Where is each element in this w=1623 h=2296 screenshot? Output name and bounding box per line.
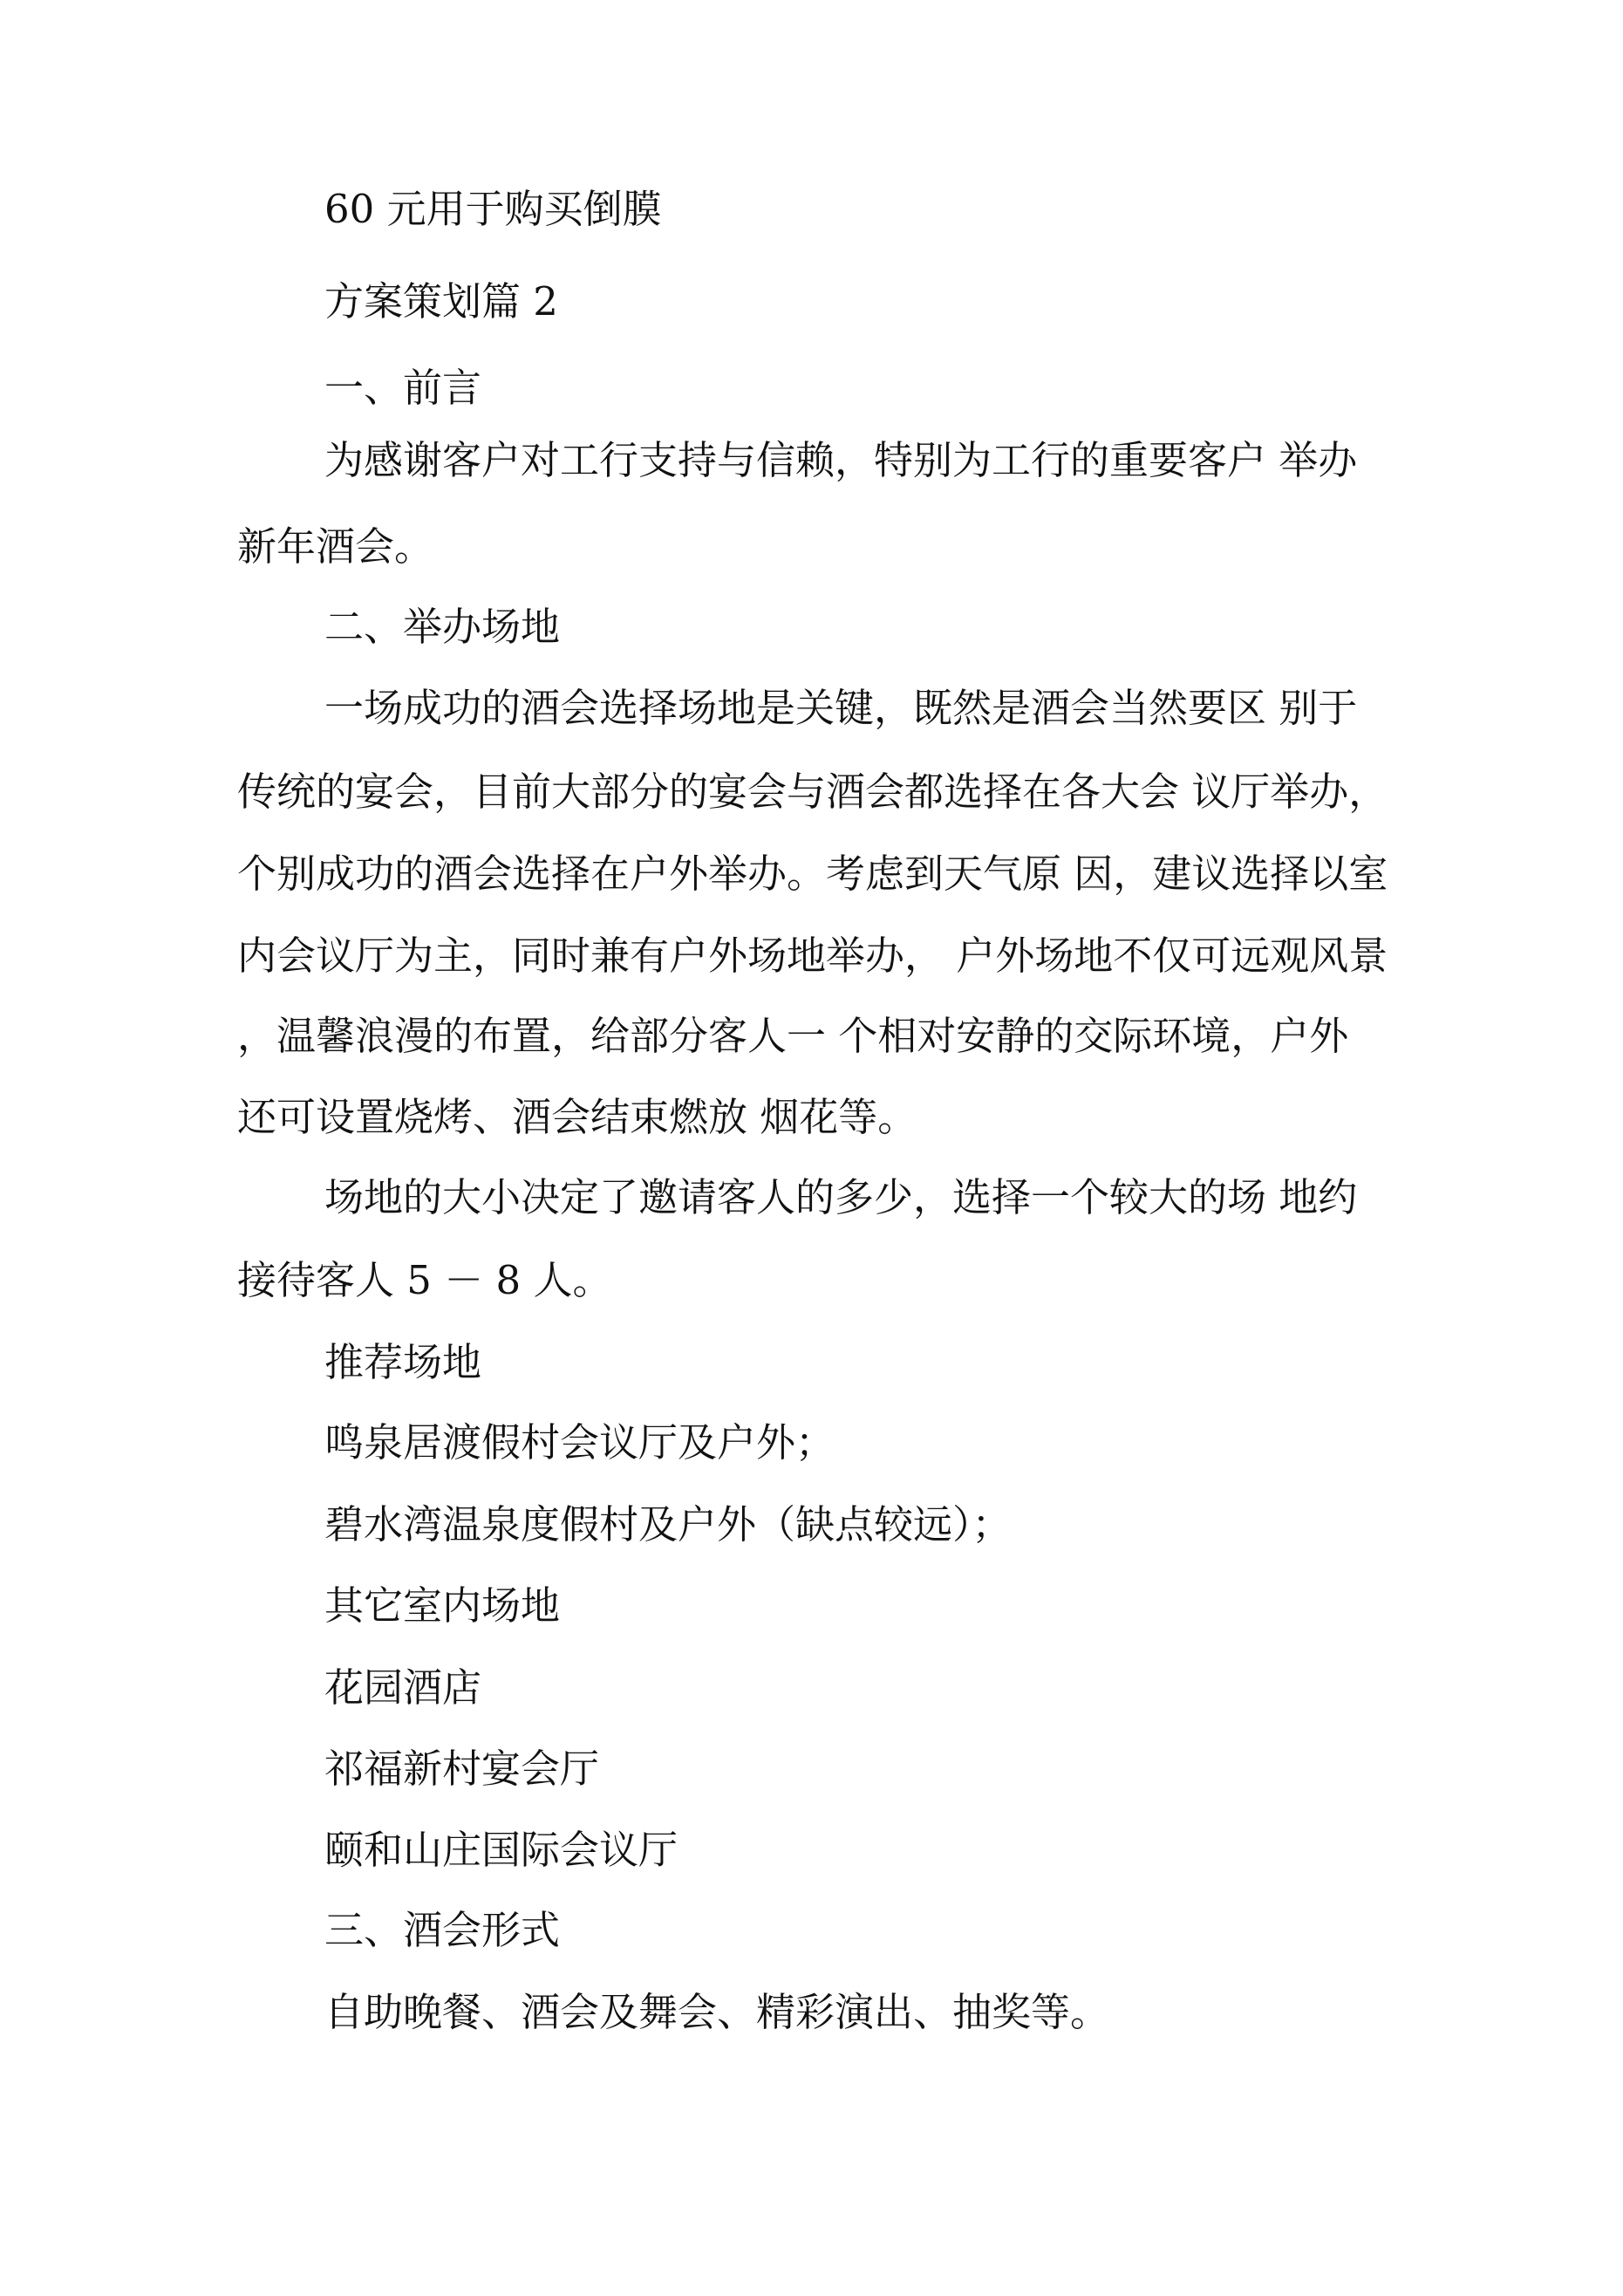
paragraph-line: 自助晚餐、酒会及舞会、精彩演出、抽奖等。 <box>324 1989 1110 2035</box>
paragraph-line: 还可设置烧烤、酒会结束燃放 烟花等。 <box>237 1094 917 1140</box>
list-item: 祁福新村宴会厅 <box>324 1746 600 1792</box>
paragraph-line: 传统的宴会，目前大部分的宴会与酒会都选择在各大会 议厅举办， <box>237 769 1388 815</box>
list-item: 鸣泉居渡假村会议厅及户外； <box>324 1419 835 1466</box>
subheading-recommended: 推荐场地 <box>324 1339 482 1385</box>
paragraph-line: 一场成功的酒会选择场地是关键，既然是酒会当然要区 别于 <box>324 685 1358 731</box>
paragraph-line: 内会议厅为主，同时兼有户外场地举办， 户外场地不仅可远观风景 <box>237 933 1388 979</box>
paragraph-line: 为感谢客户对工行支持与信赖，特别为工行的重要客户 举办 <box>324 437 1358 483</box>
paragraph-line: 新年酒会。 <box>237 523 434 570</box>
paragraph-line: 接待客人 5 － 8 人。 <box>237 1257 612 1303</box>
text-line-budget: 60 元用于购买倒膜 <box>324 186 662 232</box>
list-item: 碧水湾温泉度假村及户外（缺点较远）； <box>324 1501 1012 1548</box>
paragraph-line: ，温馨浪漫的布置，给部分客人一 个相对安静的交际环境，户外 <box>237 1013 1349 1059</box>
heading-format: 三、酒会形式 <box>324 1907 561 1953</box>
paragraph-line: 场地的大小决定了邀请客人的多少，选择一个较大的场 地约 <box>324 1174 1358 1220</box>
section-title: 方案策划篇 2 <box>324 278 558 325</box>
subheading-indoor: 其它室内场地 <box>324 1582 561 1629</box>
heading-preface: 一、前言 <box>324 365 482 411</box>
heading-venue: 二、举办场地 <box>324 604 561 650</box>
paragraph-line: 个别成功的酒会选择在户外举办。考虑到天气原 因，建议选择以室 <box>237 851 1388 897</box>
list-item: 花园酒店 <box>324 1664 482 1711</box>
list-item: 颐和山庄国际会议厅 <box>324 1827 679 1873</box>
